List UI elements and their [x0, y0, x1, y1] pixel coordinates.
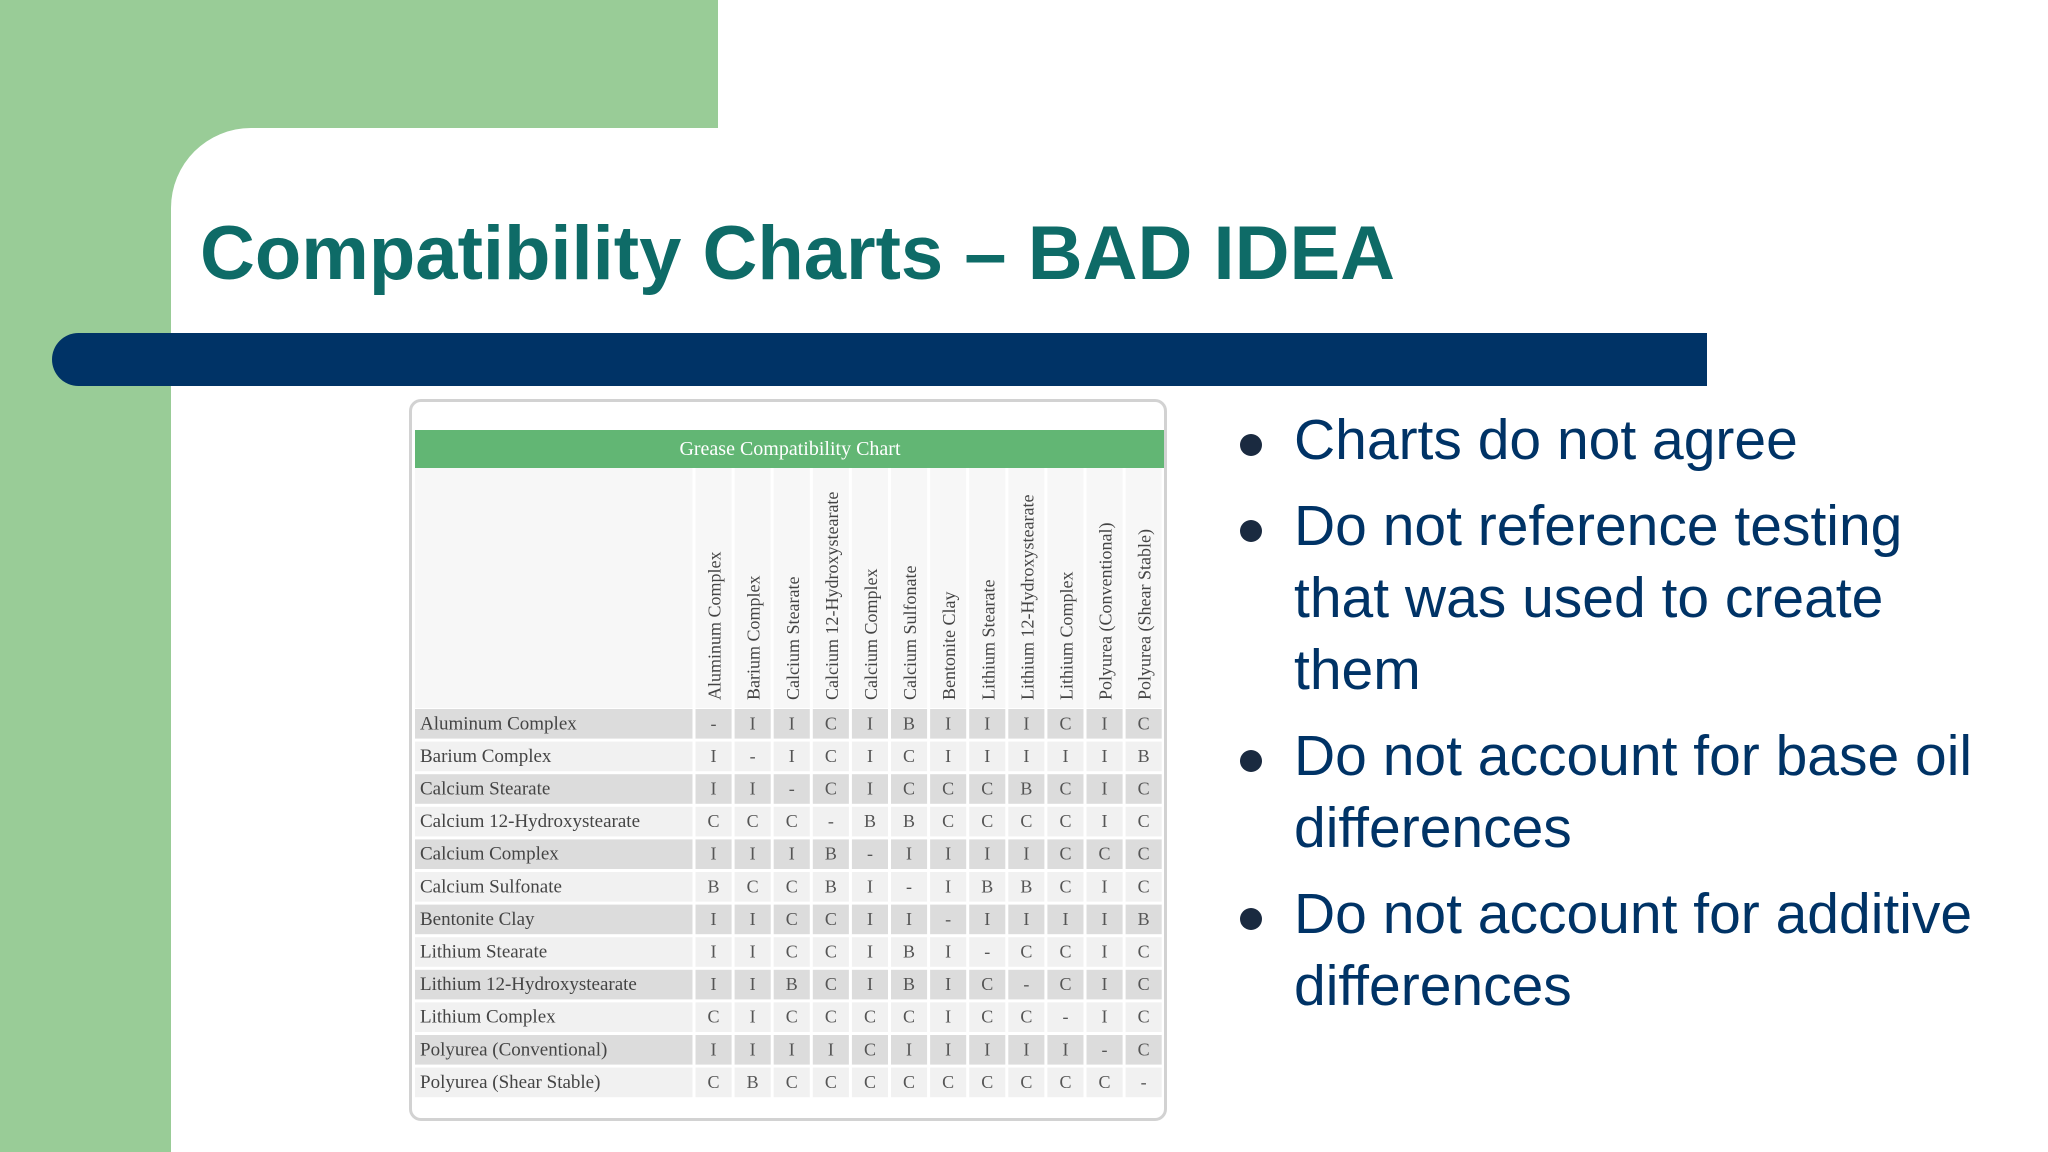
slide-title: Compatibility Charts – BAD IDEA	[200, 211, 1396, 296]
column-header: Calcium Complex	[860, 568, 881, 700]
bullet-list	[1232, 404, 2032, 1036]
table-cell: C	[1059, 974, 1072, 995]
table-cell: I	[788, 745, 795, 766]
column-header: Calcium Stearate	[782, 576, 803, 700]
column-header: Calcium 12-Hydroxystearate	[821, 491, 842, 700]
table-cell: C	[1137, 843, 1150, 864]
row-label: Barium Complex	[420, 745, 552, 767]
table-cell: I	[749, 1006, 756, 1027]
table-cell: I	[984, 908, 991, 929]
table-cell: C	[903, 778, 916, 799]
table-cell: I	[749, 843, 756, 864]
table-cell: -	[1101, 1039, 1108, 1060]
table-cell: C	[824, 908, 837, 929]
table-cell: -	[945, 908, 952, 929]
table-cell: I	[1023, 908, 1030, 929]
bullet-dot-icon	[1240, 520, 1262, 542]
row-label: Bentonite Clay	[420, 908, 535, 930]
table-cell: C	[824, 941, 837, 962]
table-cell: C	[746, 811, 759, 832]
table-cell: I	[710, 843, 717, 864]
table-cell: I	[945, 941, 952, 962]
row-label: Polyurea (Conventional)	[420, 1039, 608, 1061]
row-label: Lithium Stearate	[420, 941, 548, 963]
table-cell: C	[824, 974, 837, 995]
table-cell: I	[984, 745, 991, 766]
table-cell: I	[1023, 713, 1030, 734]
table-cell: C	[785, 1071, 798, 1092]
table-cell: C	[981, 811, 994, 832]
table-cell: C	[707, 1071, 720, 1092]
table-cell: C	[785, 908, 798, 929]
column-header: Barium Complex	[743, 575, 764, 700]
table-cell: C	[1020, 811, 1033, 832]
table-cell: I	[710, 1039, 717, 1060]
table-cell: C	[746, 876, 759, 897]
table-cell: I	[788, 843, 795, 864]
table-cell: B	[824, 876, 837, 897]
table-cell: I	[749, 974, 756, 995]
table-cell: I	[866, 745, 873, 766]
table-cell: -	[827, 811, 834, 832]
table-cell: B	[824, 843, 837, 864]
bullet-item	[1232, 720, 2032, 864]
table-cell: B	[903, 811, 916, 832]
column-header: Calcium Sulfonate	[900, 565, 921, 700]
table-cell: I	[749, 778, 756, 799]
table-cell: C	[707, 811, 720, 832]
table-cell: I	[1101, 745, 1108, 766]
table-cell: I	[945, 1039, 952, 1060]
table-cell: C	[1059, 843, 1072, 864]
table-cell: C	[1137, 713, 1150, 734]
table-cell: I	[788, 713, 795, 734]
table-cell: I	[1101, 1006, 1108, 1027]
chart-title: Grease Compatibility Chart	[415, 430, 1165, 468]
column-header: Bentonite Clay	[939, 591, 960, 700]
bullet-item	[1232, 404, 2032, 476]
table-cell: C	[1059, 1071, 1072, 1092]
row-label: Calcium Stearate	[420, 778, 551, 800]
table-cell: B	[863, 811, 876, 832]
bullet-dot-icon	[1240, 434, 1262, 456]
table-cell: -	[710, 713, 717, 734]
table-cell: -	[906, 876, 913, 897]
table-cell: I	[945, 745, 952, 766]
table-cell: C	[1137, 1006, 1150, 1027]
bullet-text-line: that was used to create	[1294, 566, 1884, 630]
table-cell: C	[1059, 811, 1072, 832]
column-header: Polyurea (Conventional)	[1095, 522, 1116, 700]
grease-compatibility-chart	[409, 399, 1167, 1121]
table-cell: I	[827, 1039, 834, 1060]
table-cell: C	[1059, 941, 1072, 962]
table-cell: C	[863, 1071, 876, 1092]
table-cell: C	[785, 1006, 798, 1027]
table-cell: I	[749, 713, 756, 734]
table-cell: B	[1020, 876, 1033, 897]
table-cell: I	[1101, 941, 1108, 962]
table-cell: I	[1062, 908, 1069, 929]
table-cell: C	[1059, 713, 1072, 734]
table-cell: I	[866, 941, 873, 962]
table-cell: C	[903, 1071, 916, 1092]
table-cell: C	[824, 1071, 837, 1092]
chart-grid	[412, 402, 1167, 1121]
table-cell: C	[981, 1071, 994, 1092]
column-header: Aluminum Complex	[704, 551, 725, 700]
table-cell: B	[1137, 745, 1150, 766]
row-label: Aluminum Complex	[420, 713, 577, 735]
table-cell: C	[1059, 876, 1072, 897]
table-cell: -	[984, 941, 991, 962]
table-cell: I	[866, 713, 873, 734]
top-background	[718, 0, 2048, 140]
table-cell: B	[1020, 778, 1033, 799]
table-cell: C	[1020, 1006, 1033, 1027]
table-cell: -	[1140, 1071, 1147, 1092]
table-cell: I	[945, 1006, 952, 1027]
table-cell: C	[824, 713, 837, 734]
column-header: Lithium 12-Hydroxystearate	[1017, 494, 1038, 700]
table-cell: C	[824, 778, 837, 799]
table-cell: I	[945, 843, 952, 864]
table-cell: C	[903, 745, 916, 766]
title-underline-bar	[52, 333, 1707, 386]
table-cell: I	[788, 1039, 795, 1060]
table-cell: C	[1137, 778, 1150, 799]
table-cell: -	[1023, 974, 1030, 995]
table-cell: I	[1101, 974, 1108, 995]
table-cell: C	[1020, 1071, 1033, 1092]
table-cell: B	[903, 941, 916, 962]
row-label: Calcium Complex	[420, 843, 559, 865]
column-header: Lithium Stearate	[978, 579, 999, 700]
table-cell: C	[1098, 843, 1111, 864]
table-cell: C	[903, 1006, 916, 1027]
table-cell: C	[1020, 941, 1033, 962]
table-cell: C	[942, 811, 955, 832]
row-label: Calcium 12-Hydroxystearate	[420, 811, 641, 833]
row-label: Lithium Complex	[420, 1006, 556, 1028]
table-cell: I	[1023, 1039, 1030, 1060]
table-cell: C	[1137, 876, 1150, 897]
table-cell: I	[906, 908, 913, 929]
table-cell: I	[945, 713, 952, 734]
table-cell: I	[710, 974, 717, 995]
bullet-text-line: Do not reference testing	[1294, 494, 1903, 558]
table-cell: B	[903, 713, 916, 734]
table-cell: -	[1062, 1006, 1069, 1027]
bullet-text-line: differences	[1294, 796, 1572, 860]
table-cell: C	[707, 1006, 720, 1027]
table-cell: I	[1101, 713, 1108, 734]
table-cell: C	[785, 811, 798, 832]
table-cell: C	[981, 778, 994, 799]
table-cell: I	[906, 1039, 913, 1060]
table-cell: I	[710, 941, 717, 962]
table-cell: C	[863, 1006, 876, 1027]
row-label: Polyurea (Shear Stable)	[420, 1071, 601, 1093]
table-cell: I	[710, 778, 717, 799]
table-cell: C	[1137, 941, 1150, 962]
table-cell: I	[1062, 745, 1069, 766]
column-header: Lithium Complex	[1056, 571, 1077, 700]
table-cell: I	[945, 974, 952, 995]
table-cell: I	[866, 778, 873, 799]
table-cell: I	[749, 1039, 756, 1060]
table-cell: C	[1137, 1039, 1150, 1060]
table-cell: B	[981, 876, 994, 897]
table-cell: C	[824, 745, 837, 766]
bullet-text-line: Do not account for additive	[1294, 882, 1973, 946]
table-cell: C	[1059, 778, 1072, 799]
table-cell: I	[1101, 908, 1108, 929]
table-cell: I	[710, 745, 717, 766]
table-cell: C	[981, 1006, 994, 1027]
table-cell: C	[981, 974, 994, 995]
table-cell: I	[984, 843, 991, 864]
table-cell: I	[866, 974, 873, 995]
table-cell: I	[906, 843, 913, 864]
column-header: Polyurea (Shear Stable)	[1134, 529, 1155, 700]
bullet-text-line: Charts do not agree	[1294, 408, 1798, 472]
bullet-text-line: differences	[1294, 954, 1572, 1018]
table-cell: C	[942, 778, 955, 799]
bullet-dot-icon	[1240, 908, 1262, 930]
table-cell: I	[866, 908, 873, 929]
bullet-text-line: them	[1294, 638, 1421, 702]
table-cell: B	[746, 1071, 759, 1092]
table-cell: B	[1137, 908, 1150, 929]
table-cell: I	[1023, 843, 1030, 864]
table-cell: -	[866, 843, 873, 864]
table-cell: B	[785, 974, 798, 995]
table-cell: I	[1101, 811, 1108, 832]
table-cell: I	[710, 908, 717, 929]
table-cell: -	[788, 778, 795, 799]
table-cell: I	[984, 1039, 991, 1060]
table-cell: B	[903, 974, 916, 995]
bullet-text-line: Do not account for base oil	[1294, 724, 1973, 788]
table-cell: C	[1137, 811, 1150, 832]
table-cell: I	[749, 941, 756, 962]
table-cell: C	[1098, 1071, 1111, 1092]
table-cell: I	[1101, 778, 1108, 799]
row-label: Calcium Sulfonate	[420, 876, 562, 898]
table-cell: C	[863, 1039, 876, 1060]
table-cell: I	[1062, 1039, 1069, 1060]
table-cell: I	[866, 876, 873, 897]
table-cell: B	[707, 876, 720, 897]
table-cell: I	[1023, 745, 1030, 766]
table-cell: I	[945, 876, 952, 897]
table-cell: C	[824, 1006, 837, 1027]
table-cell: -	[749, 745, 756, 766]
table-cell: C	[942, 1071, 955, 1092]
table-cell: C	[1137, 974, 1150, 995]
table-cell: C	[785, 941, 798, 962]
bullet-item	[1232, 878, 2032, 1022]
bullet-dot-icon	[1240, 750, 1262, 772]
table-cell: C	[785, 876, 798, 897]
table-cell: I	[984, 713, 991, 734]
table-cell: I	[749, 908, 756, 929]
table-cell: I	[1101, 876, 1108, 897]
bullet-item	[1232, 490, 2032, 706]
row-label: Lithium 12-Hydroxystearate	[420, 974, 637, 996]
